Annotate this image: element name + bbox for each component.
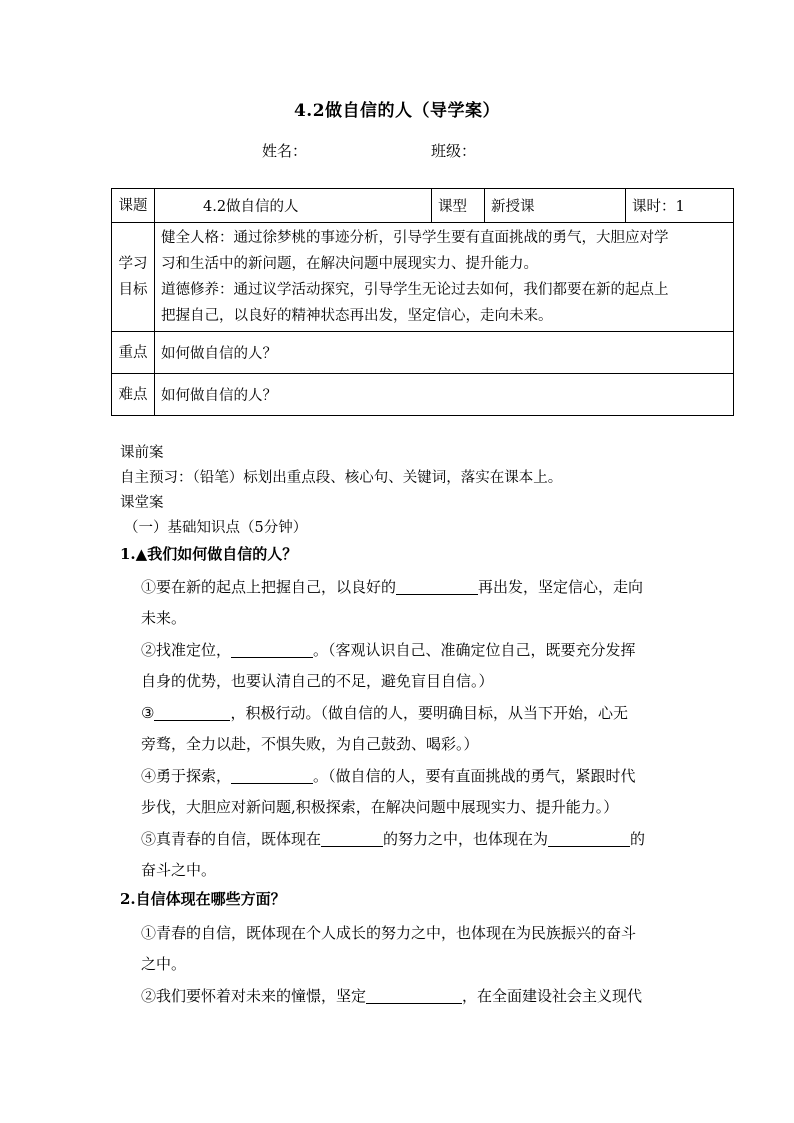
q1-line: ⑤真青春的自信，既体现在 的努力之中，也体现在为 的: [141, 830, 646, 848]
q1-line: ④勇于探索， 。（做自信的人，要有直面挑战的勇气，紧跟时代: [141, 767, 636, 785]
q1-line: 奋斗之中。: [141, 861, 217, 879]
q1-line: 自身的优势，也要认清自己的不足，避免盲目自信。）: [141, 672, 494, 690]
in-class-heading: 课堂案: [120, 495, 164, 511]
self-study-text: 自主预习：（铅笔）标划出重点段、核心句、关键词，落实在课本上。: [120, 470, 563, 486]
table-row-difficult: [112, 374, 734, 416]
difficult-label: 难点: [112, 374, 155, 416]
difficult-value: 如何做自信的人？: [155, 374, 734, 416]
q1-line: ③ ，积极行动。（做自信的人，要明确目标，从当下开始，心无: [141, 704, 628, 722]
lesson-info-table: [111, 188, 734, 416]
fill-blank[interactable]: [231, 765, 313, 784]
topic-value: 4.2做自信的人: [155, 189, 432, 223]
class-label: 班级：: [431, 142, 477, 160]
name-label: 姓名：: [262, 142, 308, 160]
type-label: 课型: [432, 189, 485, 223]
goal-line: 习和生活中的新问题，在解决问题中展现实力、提升能力。: [161, 256, 538, 272]
fill-blank[interactable]: [396, 576, 478, 595]
topic-label: 课题: [112, 189, 155, 223]
goals-label-line1: 学习: [118, 256, 148, 272]
pre-class-heading: 课前案: [120, 445, 164, 461]
table-row-goals: [112, 223, 734, 332]
question-1-title: 1.▲我们如何做自信的人？: [120, 545, 298, 563]
hours-value: 课时：1: [626, 189, 734, 223]
goal-line: 把握自己，以良好的精神状态再出发，坚定信心，走向未来。: [161, 308, 553, 324]
fill-blank[interactable]: [321, 828, 383, 847]
q2-line: ①青春的自信，既体现在个人成长的努力之中，也体现在为民族振兴的奋斗: [141, 924, 637, 942]
table-row-key: [112, 332, 734, 374]
q1-line: ②找准定位， 。（客观认识自己、准确定位自己，既要充分发挥: [141, 641, 636, 659]
q1-line: 步伐，大胆应对新问题,积极探索，在解决问题中展现实力、提升能力。）: [141, 798, 619, 816]
q1-line: 旁骛，全力以赴，不惧失败，为自己鼓劲、喝彩。）: [141, 735, 479, 753]
q2-line: 之中。: [141, 955, 187, 973]
fill-blank[interactable]: [154, 702, 230, 721]
goals-label-line2: 目标: [118, 282, 148, 298]
q1-line: ①要在新的起点上把握自己，以良好的 再出发，坚定信心，走向: [141, 578, 644, 596]
key-value: 如何做自信的人？: [155, 332, 734, 374]
document-title: 4.2做自信的人（导学案）: [293, 101, 501, 121]
part1-heading: （一）基础知识点（5分钟）: [124, 520, 308, 536]
q1-line: 未来。: [141, 609, 187, 627]
goal-line: 道德修养：通过议学活动探究，引导学生无论过去如何，我们都要在新的起点上: [161, 282, 669, 298]
fill-blank[interactable]: [548, 828, 630, 847]
type-value: 新授课: [485, 189, 626, 223]
goals-text: [155, 223, 734, 332]
goals-label: [112, 223, 155, 332]
question-2-title: 2.自信体现在哪些方面？: [120, 890, 286, 908]
fill-blank[interactable]: [231, 639, 313, 658]
goal-line: 健全人格：通过徐梦桃的事迹分析，引导学生要有直面挑战的勇气，大胆应对学: [161, 230, 669, 246]
q2-line: ②我们要怀着对未来的憧憬，坚定 ，在全面建设社会主义现代: [141, 987, 643, 1005]
key-label: 重点: [112, 332, 155, 374]
table-row-topic: [112, 189, 734, 223]
fill-blank[interactable]: [366, 985, 462, 1004]
